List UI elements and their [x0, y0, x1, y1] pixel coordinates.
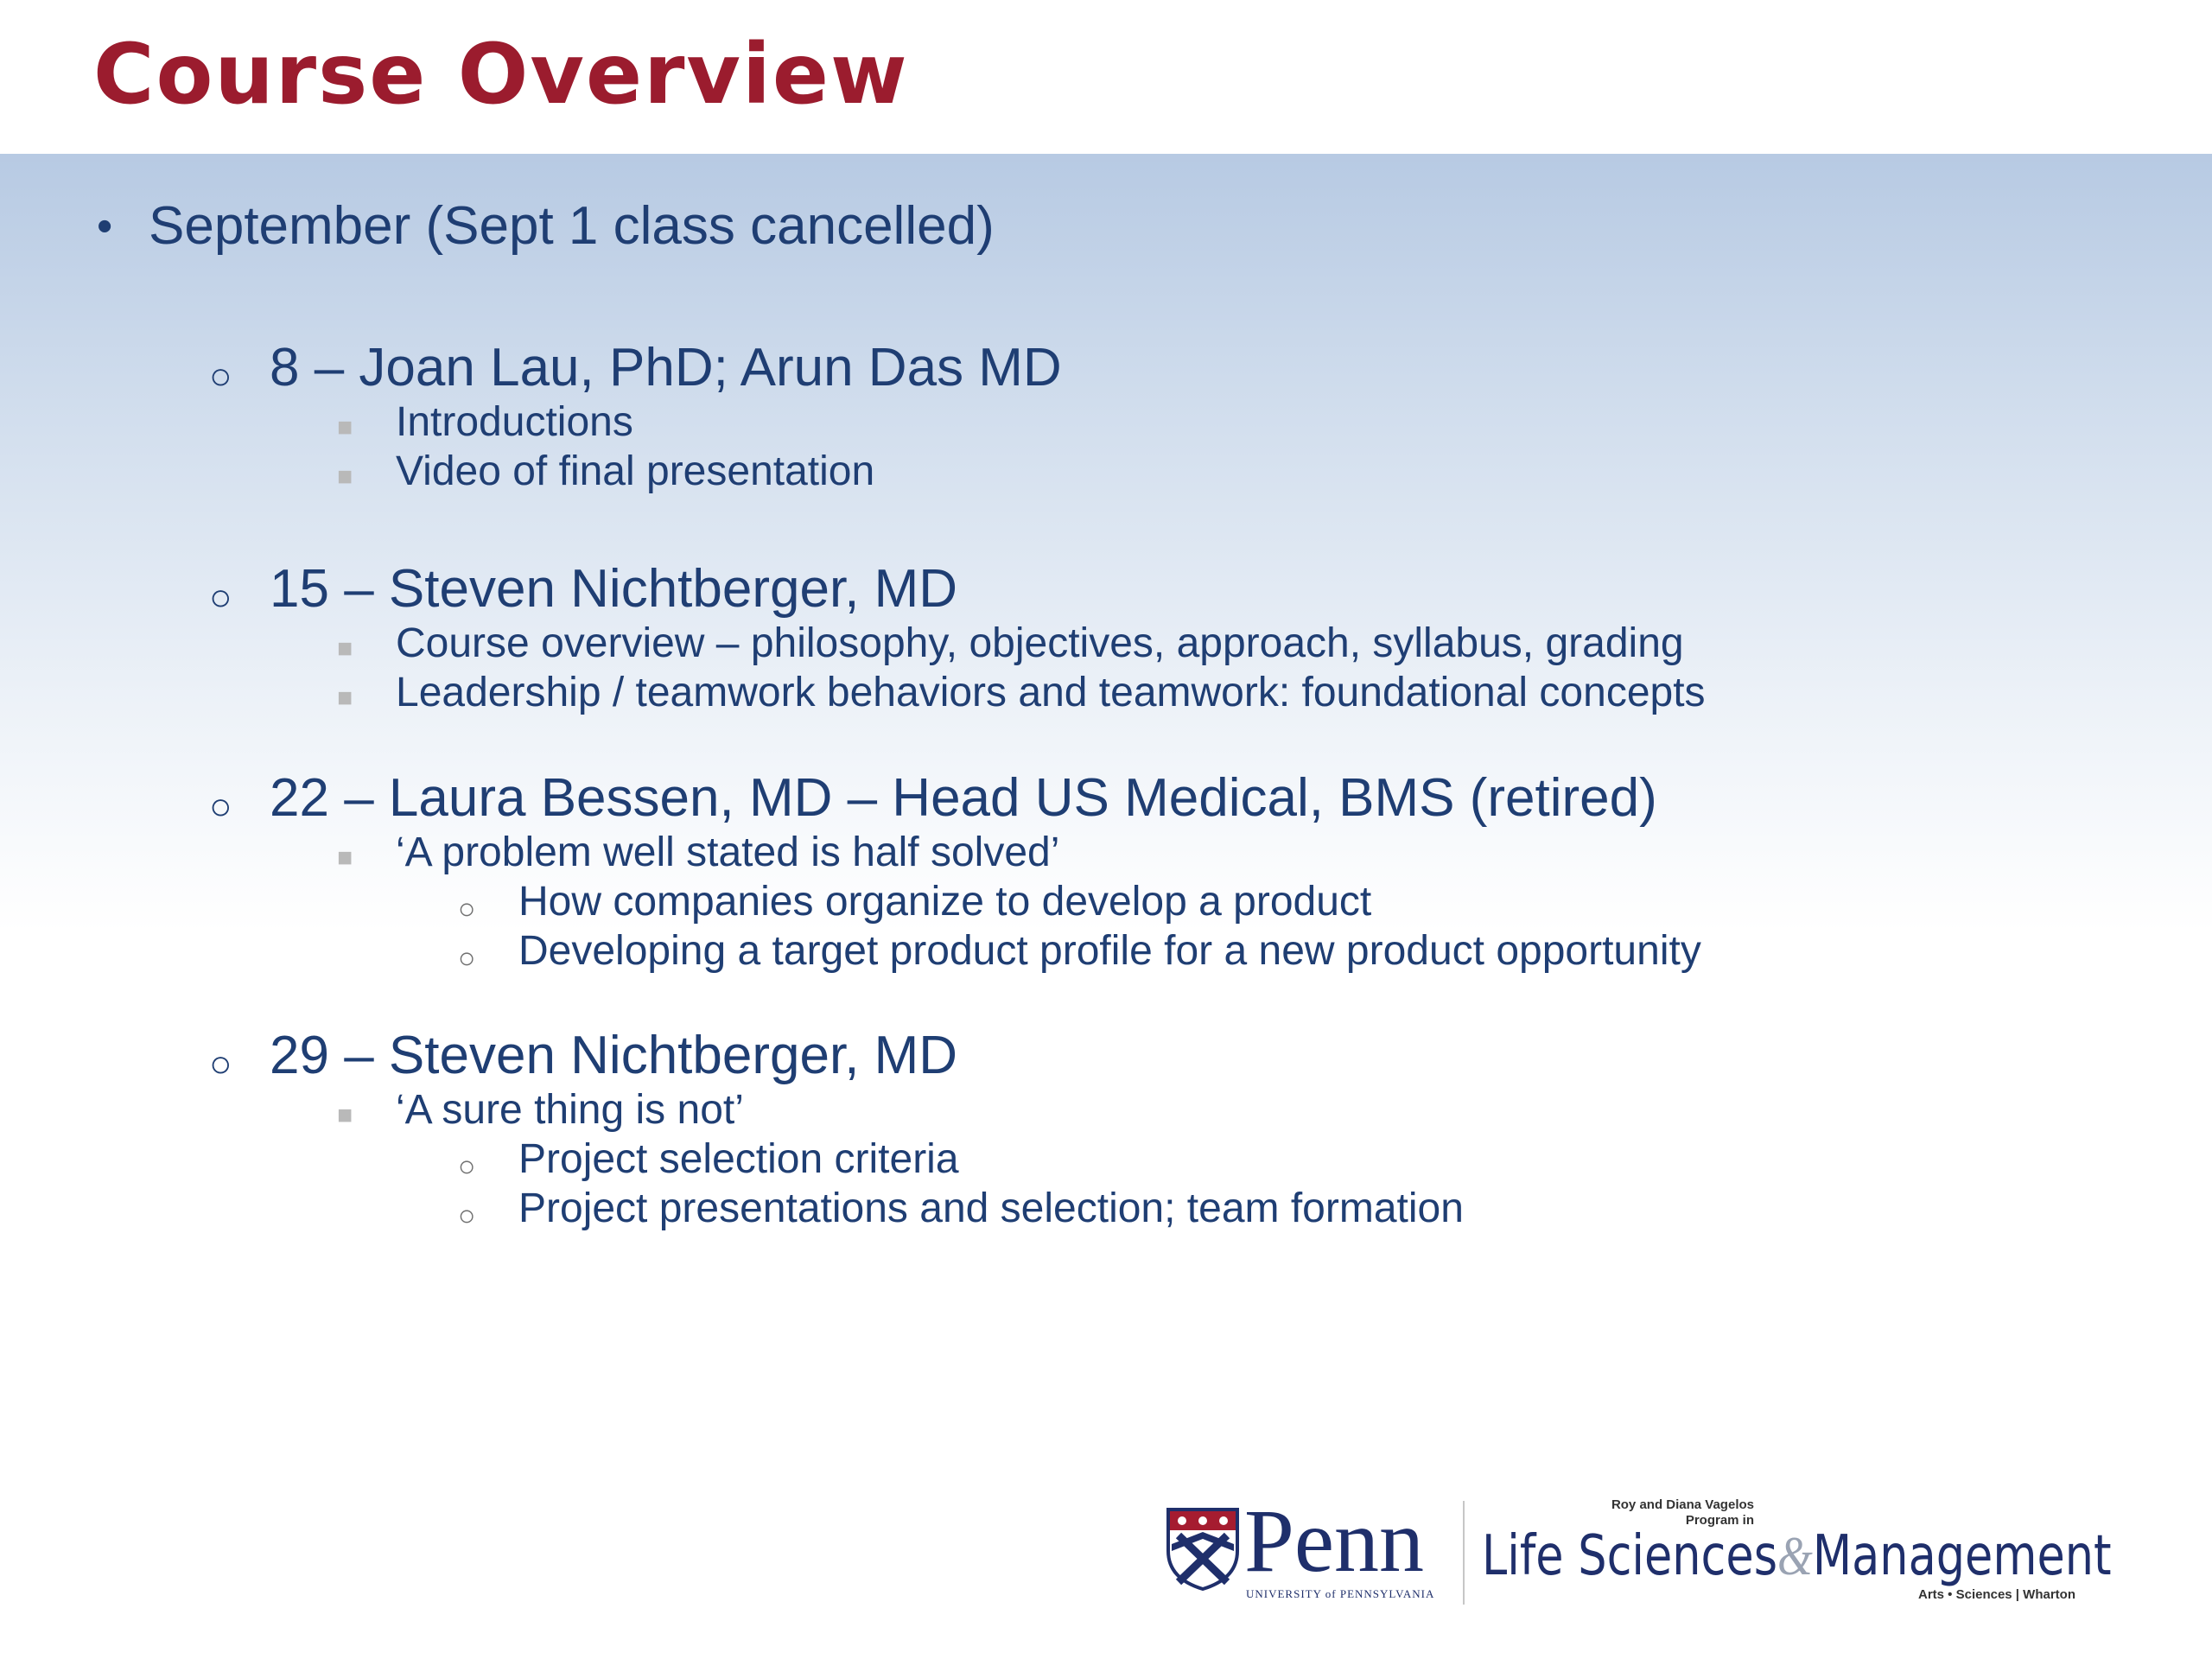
square-bullet-icon: ■ — [337, 1101, 353, 1129]
circle-bullet-icon: ○ — [209, 355, 232, 397]
circle-bullet-icon: ○ — [458, 942, 476, 975]
list-subitem: ○ Project selection criteria — [518, 1135, 959, 1185]
circle-bullet-icon: ○ — [209, 576, 232, 619]
list-subitem: ○ Project presentations and selection; team formation — [518, 1184, 1464, 1234]
logo-divider — [1463, 1501, 1465, 1605]
list-item: ■ Course overview – philosophy, objectives, approach, syllabus, grading — [396, 619, 1684, 669]
square-bullet-icon: ■ — [337, 683, 353, 712]
schools-line: Arts • Sciences | Wharton — [1918, 1587, 2075, 1602]
session-heading: ○ 8 – Joan Lau, PhD; Arun Das MD — [270, 337, 1062, 399]
list-item: ■ Video of final presentation — [396, 447, 874, 497]
list-item: ■ Introductions — [396, 397, 633, 448]
program-sponsor: Roy and Diana Vagelos Program in — [1611, 1497, 1754, 1528]
content-area — [0, 154, 2212, 1659]
square-bullet-icon: ■ — [337, 843, 353, 872]
circle-bullet-icon: ○ — [209, 1043, 232, 1085]
session-heading: ○ 29 – Steven Nichtberger, MD — [270, 1025, 957, 1087]
square-bullet-icon: ■ — [337, 634, 353, 663]
title-bar — [0, 0, 2212, 154]
month-heading: • September (Sept 1 class cancelled) — [97, 196, 995, 256]
list-item: ■ ‘A sure thing is not’ — [396, 1085, 744, 1135]
list-item: ■ ‘A problem well stated is half solved’ — [396, 828, 1059, 878]
penn-wordmark: Penn — [1244, 1491, 1424, 1591]
list-item: ■ Leadership / teamwork behaviors and teamwork: foundational concepts — [396, 668, 1706, 718]
university-name: UNIVERSITY of PENNSYLVANIA — [1246, 1587, 1435, 1600]
session-heading: ○ 15 – Steven Nichtberger, MD — [270, 558, 957, 620]
slide-title: Course Overview — [93, 26, 909, 123]
penn-shield-icon — [1166, 1508, 1239, 1591]
list-subitem: ○ Developing a target product profile for a new product opportunity — [518, 926, 1701, 976]
program-logo — [1158, 1491, 2126, 1620]
circle-bullet-icon: ○ — [458, 893, 476, 925]
circle-bullet-icon: ○ — [458, 1150, 476, 1183]
square-bullet-icon: ■ — [337, 413, 353, 442]
square-bullet-icon: ■ — [337, 462, 353, 491]
circle-bullet-icon: ○ — [458, 1199, 476, 1232]
list-subitem: ○ How companies organize to develop a product — [518, 877, 1371, 927]
session-heading: ○ 22 – Laura Bessen, MD – Head US Medical, BMS (retired) — [270, 767, 1657, 830]
bullet-icon: • — [97, 201, 113, 251]
circle-bullet-icon: ○ — [209, 785, 232, 828]
program-wordmark: Life Sciences&Management — [1482, 1524, 2112, 1588]
agenda-list — [0, 154, 2212, 1659]
